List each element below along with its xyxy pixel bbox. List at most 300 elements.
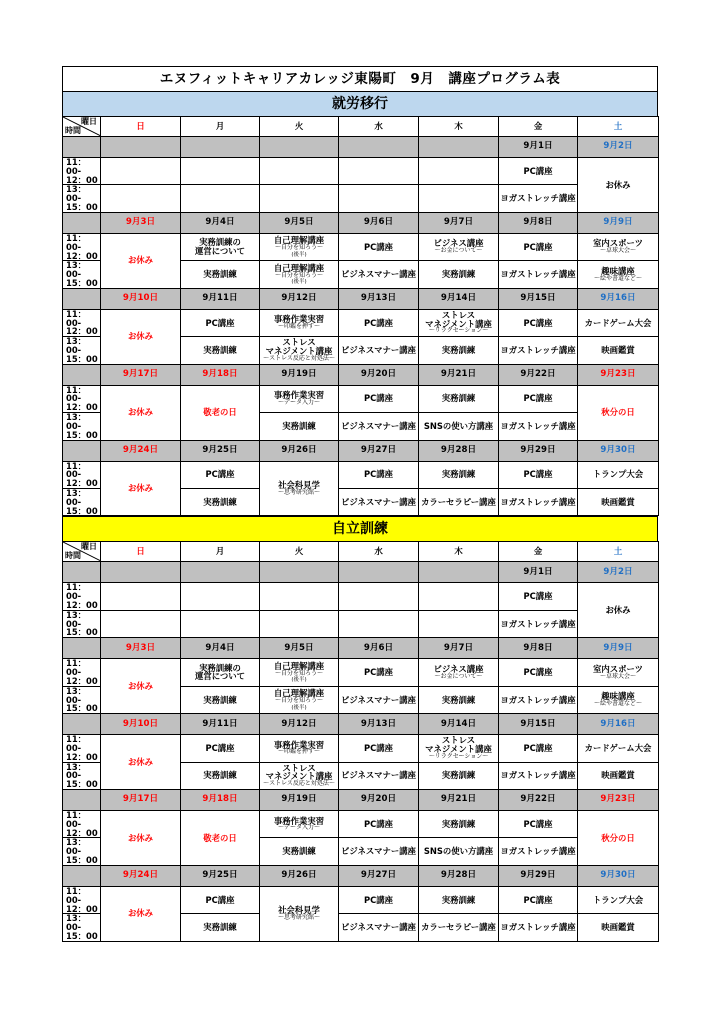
date-cell: 9月9日 — [578, 212, 659, 233]
date-cell: 9月8日 — [499, 212, 578, 233]
class-cell — [260, 686, 339, 713]
date-cell: 9月17日 — [101, 790, 181, 811]
class-cell — [101, 185, 181, 212]
class-cell — [260, 385, 339, 412]
class-title: 室内スポーツ — [593, 663, 643, 674]
corner-label-time: 時間 — [65, 550, 81, 560]
class-subtitle: ～思考研究館～ — [277, 913, 320, 921]
class-title: マネジメント講座 — [265, 346, 333, 357]
class-cell: 実務訓練 — [181, 762, 260, 789]
weekday-mon: 月 — [181, 117, 260, 137]
date-cell: 9月7日 — [419, 212, 499, 233]
date-cell — [63, 364, 101, 385]
class-cell: ヨガストレッチ講座 — [499, 413, 578, 440]
class-title: マネジメント講座 — [265, 771, 333, 782]
class-cell: ビジネスマナー講座 — [339, 762, 419, 789]
class-cell: 実務訓練 — [419, 337, 499, 364]
class-cell — [260, 811, 339, 838]
class-cell: ヨガストレッチ講座 — [499, 337, 578, 364]
date-cell: 9月27日 — [339, 865, 419, 886]
weekday-wed: 水 — [339, 542, 419, 562]
class-note: (後半) — [291, 704, 307, 711]
class-cell: ヨガストレッチ講座 — [499, 838, 578, 865]
date-cell: 9月15日 — [499, 288, 578, 309]
date-cell: 9月3日 — [101, 212, 181, 233]
class-cell: 実務訓練 — [419, 811, 499, 838]
date-cell: 9月8日 — [499, 638, 578, 659]
class-title: 自己理解講座 — [273, 660, 325, 671]
date-row — [63, 562, 659, 583]
class-title: ビジネス講座 — [433, 663, 484, 674]
class-cell: PC講座 — [339, 385, 419, 412]
date-cell: 9月28日 — [419, 440, 499, 461]
class-cell — [260, 337, 339, 364]
class-cell: ビジネスマナー講座 — [339, 488, 419, 515]
class-title: ビジネス講座 — [433, 238, 484, 249]
time-label-afternoon: 13：00- 15：00 — [63, 914, 101, 941]
class-cell: PC講座 — [339, 735, 419, 762]
date-cell: 9月29日 — [499, 440, 578, 461]
weekday-tue: 火 — [260, 117, 339, 137]
date-cell: 9月21日 — [419, 790, 499, 811]
class-cell — [260, 583, 339, 610]
class-cell — [181, 233, 260, 260]
class-cell — [181, 583, 260, 610]
weekday-fri: 金 — [499, 542, 578, 562]
date-cell — [419, 137, 499, 158]
class-title: ストレス — [282, 337, 316, 348]
class-title: 自己理解講座 — [273, 262, 325, 273]
class-cell: 秋分の日 — [578, 385, 659, 440]
class-cell: カードゲーム大会 — [578, 735, 659, 762]
class-title: 運営について — [194, 671, 246, 682]
class-title: ストレス — [441, 735, 476, 746]
class-cell — [260, 659, 339, 686]
class-subtitle: ～印鑑を押す～ — [277, 748, 320, 756]
class-cell: PC講座 — [339, 659, 419, 686]
class-subtitle: ～お金について～ — [434, 247, 483, 255]
date-cell: 9月6日 — [339, 638, 419, 659]
slot-row-morning — [63, 735, 659, 762]
date-cell — [63, 638, 101, 659]
time-label-morning: 11：00- 12：00 — [63, 659, 101, 686]
class-cell — [419, 583, 499, 610]
class-cell — [101, 583, 181, 610]
section-title-shuro-ikou: 就労移行 — [62, 91, 658, 116]
schedule-table — [62, 116, 659, 516]
date-cell — [63, 288, 101, 309]
class-cell: 映画鑑賞 — [578, 914, 659, 941]
date-cell — [101, 562, 181, 583]
class-title: 運営について — [194, 246, 246, 257]
weekday-sat: 土 — [578, 117, 659, 137]
class-cell: 実務訓練 — [181, 261, 260, 288]
time-label-afternoon: 13：00- 15：00 — [63, 488, 101, 515]
slot-row-afternoon — [63, 610, 659, 637]
class-cell: お休み — [101, 385, 181, 440]
class-cell: 実務訓練 — [181, 914, 260, 941]
class-title: 社会科見学 — [278, 905, 320, 916]
date-cell — [181, 137, 260, 158]
class-note: (後半) — [291, 677, 307, 684]
date-row — [63, 288, 659, 309]
date-cell — [419, 562, 499, 583]
class-cell: ヨガストレッチ講座 — [499, 261, 578, 288]
date-cell: 9月16日 — [578, 714, 659, 735]
class-title: 事務作業実習 — [273, 390, 325, 401]
schedule-sheet — [62, 66, 658, 942]
class-cell: お休み — [101, 659, 181, 714]
date-cell — [63, 562, 101, 583]
class-title: 自己理解講座 — [273, 688, 325, 699]
time-label-afternoon: 13：00- 15：00 — [63, 838, 101, 865]
class-cell: PC講座 — [499, 158, 578, 185]
time-label-afternoon: 13：00- 15：00 — [63, 337, 101, 364]
class-cell: PC講座 — [499, 385, 578, 412]
date-cell: 9月26日 — [260, 865, 339, 886]
class-subtitle: ～リラクセーション～ — [428, 752, 489, 760]
class-cell — [260, 461, 339, 516]
date-cell — [260, 137, 339, 158]
date-cell: 9月18日 — [181, 790, 260, 811]
date-cell: 9月29日 — [499, 865, 578, 886]
date-cell: 9月19日 — [260, 364, 339, 385]
date-cell: 9月5日 — [260, 638, 339, 659]
class-subtitle: ～自分を知ろう～ — [274, 271, 323, 279]
date-cell: 9月12日 — [260, 288, 339, 309]
class-cell: 実務訓練 — [181, 686, 260, 713]
weekday-wed: 水 — [339, 117, 419, 137]
class-cell: お休み — [101, 886, 181, 941]
date-cell: 9月1日 — [499, 562, 578, 583]
class-cell: PC講座 — [499, 461, 578, 488]
class-cell: PC講座 — [499, 811, 578, 838]
date-cell: 9月11日 — [181, 714, 260, 735]
class-title: マネジメント講座 — [425, 744, 492, 755]
date-cell: 9月27日 — [339, 440, 419, 461]
date-row — [63, 440, 659, 461]
class-cell — [339, 185, 419, 212]
weekday-header-row — [63, 117, 659, 137]
time-label-morning: 11：00- 12：00 — [63, 233, 101, 260]
date-row — [63, 865, 659, 886]
date-cell: 9月6日 — [339, 212, 419, 233]
time-label-morning: 11：00- 12：00 — [63, 811, 101, 838]
weekday-thu: 木 — [419, 117, 499, 137]
class-subtitle: ～ストレス反応と対処法～ — [263, 780, 335, 788]
slot-row-morning — [63, 583, 659, 610]
class-cell: お休み — [101, 735, 181, 790]
slot-row-morning — [63, 461, 659, 488]
date-cell: 9月22日 — [499, 364, 578, 385]
date-cell: 9月13日 — [339, 288, 419, 309]
class-subtitle: ～卓球大会～ — [599, 247, 636, 255]
date-cell — [339, 562, 419, 583]
date-cell: 9月30日 — [578, 440, 659, 461]
class-cell: 実務訓練 — [260, 838, 339, 865]
date-row — [63, 790, 659, 811]
time-label-morning: 11：00- 12：00 — [63, 886, 101, 913]
date-cell: 9月23日 — [578, 790, 659, 811]
date-cell: 9月2日 — [578, 562, 659, 583]
class-cell — [260, 158, 339, 185]
class-cell: PC講座 — [339, 811, 419, 838]
schedule-table — [62, 541, 659, 941]
class-title: ストレス — [282, 762, 316, 773]
class-cell: お休み — [101, 233, 181, 288]
class-title: 趣味講座 — [601, 691, 635, 702]
time-label-morning: 11：00- 12：00 — [63, 158, 101, 185]
class-cell — [260, 233, 339, 260]
class-title: マネジメント講座 — [425, 318, 492, 329]
class-cell: ビジネスマナー講座 — [339, 337, 419, 364]
class-subtitle: ～お金について～ — [434, 672, 483, 680]
date-cell: 9月30日 — [578, 865, 659, 886]
date-cell: 9月20日 — [339, 364, 419, 385]
weekday-header-row — [63, 542, 659, 562]
date-cell — [63, 865, 101, 886]
class-cell: PC講座 — [339, 309, 419, 336]
date-cell — [63, 790, 101, 811]
class-title: 実務訓練の — [199, 662, 241, 673]
class-cell: SNSの使い方講座 — [419, 413, 499, 440]
class-subtitle: ～思考研究館～ — [277, 488, 320, 496]
class-subtitle: ～自分を知ろう～ — [274, 696, 323, 704]
date-cell: 9月23日 — [578, 364, 659, 385]
class-cell: 実務訓練 — [419, 886, 499, 913]
class-cell: お休み — [578, 583, 659, 638]
date-cell — [63, 714, 101, 735]
class-title: 自己理解講座 — [273, 235, 325, 246]
date-cell — [63, 137, 101, 158]
weekday-thu: 木 — [419, 542, 499, 562]
class-cell: ヨガストレッチ講座 — [499, 762, 578, 789]
date-cell: 9月12日 — [260, 714, 339, 735]
class-title: 社会科見学 — [278, 479, 320, 490]
class-cell: ビジネスマナー講座 — [339, 686, 419, 713]
class-subtitle: ～データ入力～ — [277, 398, 320, 406]
class-cell — [260, 735, 339, 762]
class-cell: 敬老の日 — [181, 385, 260, 440]
class-title: 事務作業実習 — [273, 739, 325, 750]
class-cell — [419, 610, 499, 637]
time-label-morning: 11：00- 12：00 — [63, 461, 101, 488]
class-cell: ヨガストレッチ講座 — [499, 610, 578, 637]
date-cell: 9月1日 — [499, 137, 578, 158]
date-cell: 9月14日 — [419, 288, 499, 309]
class-cell — [419, 158, 499, 185]
class-subtitle: ～リラクセーション～ — [428, 327, 489, 335]
class-cell: 映画鑑賞 — [578, 337, 659, 364]
time-label-morning: 11：00- 12：00 — [63, 385, 101, 412]
time-label-morning: 11：00- 12：00 — [63, 583, 101, 610]
date-row — [63, 212, 659, 233]
class-cell — [578, 659, 659, 686]
class-cell — [260, 610, 339, 637]
class-cell: PC講座 — [499, 735, 578, 762]
class-cell: PC講座 — [499, 233, 578, 260]
class-cell: SNSの使い方講座 — [419, 838, 499, 865]
class-cell: トランプ大会 — [578, 461, 659, 488]
class-title: 実務訓練の — [199, 237, 241, 248]
class-cell — [181, 185, 260, 212]
date-row — [63, 638, 659, 659]
corner-cell — [63, 542, 101, 562]
date-cell: 9月10日 — [101, 288, 181, 309]
class-cell: PC講座 — [339, 886, 419, 913]
slot-row-morning — [63, 309, 659, 336]
class-cell — [101, 158, 181, 185]
class-title: 趣味講座 — [601, 265, 635, 276]
class-cell: お休み — [101, 461, 181, 516]
class-subtitle: ～卓球大会～ — [599, 672, 636, 680]
class-cell: ビジネスマナー講座 — [339, 413, 419, 440]
class-cell: カードゲーム大会 — [578, 309, 659, 336]
class-subtitle: ～ストレス反応と対処法～ — [263, 354, 335, 362]
class-title: 事務作業実習 — [273, 314, 325, 325]
corner-label-weekday: 曜日 — [81, 117, 97, 126]
date-cell: 9月24日 — [101, 440, 181, 461]
date-cell: 9月11日 — [181, 288, 260, 309]
slot-row-morning — [63, 158, 659, 185]
date-cell: 9月5日 — [260, 212, 339, 233]
time-label-morning: 11：00- 12：00 — [63, 309, 101, 336]
date-cell — [63, 212, 101, 233]
date-cell: 9月9日 — [578, 638, 659, 659]
class-subtitle: ～データ入力～ — [277, 824, 320, 832]
class-title: ストレス — [441, 309, 476, 320]
class-cell — [181, 659, 260, 686]
class-cell: PC講座 — [499, 309, 578, 336]
date-cell: 9月26日 — [260, 440, 339, 461]
date-cell: 9月2日 — [578, 137, 659, 158]
class-cell: PC講座 — [499, 659, 578, 686]
date-cell: 9月20日 — [339, 790, 419, 811]
time-label-morning: 11：00- 12：00 — [63, 735, 101, 762]
class-cell: ヨガストレッチ講座 — [499, 686, 578, 713]
time-label-afternoon: 13：00- 15：00 — [63, 610, 101, 637]
class-cell — [419, 185, 499, 212]
class-cell — [339, 583, 419, 610]
document-title: エヌフィットキャリアカレッジ東陽町 9月 講座プログラム表 — [62, 66, 658, 91]
weekday-mon: 月 — [181, 542, 260, 562]
class-cell: 実務訓練 — [419, 762, 499, 789]
class-cell — [181, 610, 260, 637]
corner-label-weekday: 曜日 — [81, 542, 97, 552]
time-label-afternoon: 13：00- 15：00 — [63, 261, 101, 288]
class-cell: PC講座 — [181, 735, 260, 762]
schedule-table-jiritsu-kunren — [62, 541, 658, 941]
class-cell: 映画鑑賞 — [578, 488, 659, 515]
class-subtitle: ～自分を知ろう～ — [274, 669, 323, 677]
corner-label-time: 時間 — [65, 125, 81, 135]
date-cell: 9月16日 — [578, 288, 659, 309]
class-cell: お休み — [578, 158, 659, 213]
weekday-fri: 金 — [499, 117, 578, 137]
class-title: 室内スポーツ — [593, 238, 643, 249]
time-label-afternoon: 13：00- 15：00 — [63, 413, 101, 440]
class-cell — [260, 886, 339, 941]
slot-row-afternoon — [63, 185, 659, 212]
class-cell — [260, 261, 339, 288]
class-cell — [578, 686, 659, 713]
class-cell — [419, 659, 499, 686]
class-cell: お休み — [101, 811, 181, 866]
slot-row-morning — [63, 659, 659, 686]
date-row — [63, 364, 659, 385]
date-cell: 9月7日 — [419, 638, 499, 659]
class-cell: PC講座 — [499, 886, 578, 913]
date-cell: 9月4日 — [181, 638, 260, 659]
class-cell — [419, 735, 499, 762]
date-cell: 9月14日 — [419, 714, 499, 735]
class-cell: 実務訓練 — [260, 413, 339, 440]
date-cell: 9月13日 — [339, 714, 419, 735]
class-cell: PC講座 — [181, 886, 260, 913]
weekday-sun: 日 — [101, 542, 181, 562]
class-note: (後半) — [291, 251, 307, 258]
date-cell — [181, 562, 260, 583]
section-title-jiritsu-kunren: 自立訓練 — [62, 516, 658, 541]
class-cell — [339, 610, 419, 637]
date-cell — [63, 440, 101, 461]
class-cell — [260, 309, 339, 336]
class-cell: 実務訓練 — [181, 337, 260, 364]
date-cell: 9月25日 — [181, 865, 260, 886]
class-cell — [260, 762, 339, 789]
class-subtitle: ～印鑑を押す～ — [277, 323, 320, 331]
time-label-afternoon: 13：00- 15：00 — [63, 185, 101, 212]
class-cell: ヨガストレッチ講座 — [499, 488, 578, 515]
weekday-sat: 土 — [578, 542, 659, 562]
class-subtitle: ～絵や書道など～ — [593, 274, 642, 282]
class-cell — [181, 158, 260, 185]
date-cell: 9月4日 — [181, 212, 260, 233]
date-cell — [339, 137, 419, 158]
class-cell: ビジネスマナー講座 — [339, 838, 419, 865]
class-cell — [260, 185, 339, 212]
class-subtitle: ～絵や書道など～ — [593, 700, 642, 708]
class-cell — [578, 261, 659, 288]
class-cell — [419, 309, 499, 336]
class-cell: 実務訓練 — [419, 686, 499, 713]
date-cell: 9月3日 — [101, 638, 181, 659]
date-cell: 9月18日 — [181, 364, 260, 385]
class-cell: 秋分の日 — [578, 811, 659, 866]
date-cell: 9月28日 — [419, 865, 499, 886]
slot-row-morning — [63, 233, 659, 260]
class-cell — [339, 158, 419, 185]
weekday-sun: 日 — [101, 117, 181, 137]
class-cell: 実務訓練 — [181, 488, 260, 515]
class-cell: ヨガストレッチ講座 — [499, 185, 578, 212]
slot-row-morning — [63, 886, 659, 913]
schedule-table-shuro-ikou — [62, 116, 658, 516]
class-title: 事務作業実習 — [273, 815, 325, 826]
corner-cell — [63, 117, 101, 137]
date-cell: 9月21日 — [419, 364, 499, 385]
class-cell: 敬老の日 — [181, 811, 260, 866]
date-cell — [101, 137, 181, 158]
class-cell: 実務訓練 — [419, 461, 499, 488]
date-cell: 9月22日 — [499, 790, 578, 811]
class-note: (後半) — [291, 279, 307, 286]
class-cell: 実務訓練 — [419, 385, 499, 412]
class-cell: PC講座 — [181, 309, 260, 336]
class-cell: ビジネスマナー講座 — [339, 914, 419, 941]
class-cell — [578, 233, 659, 260]
date-cell: 9月24日 — [101, 865, 181, 886]
